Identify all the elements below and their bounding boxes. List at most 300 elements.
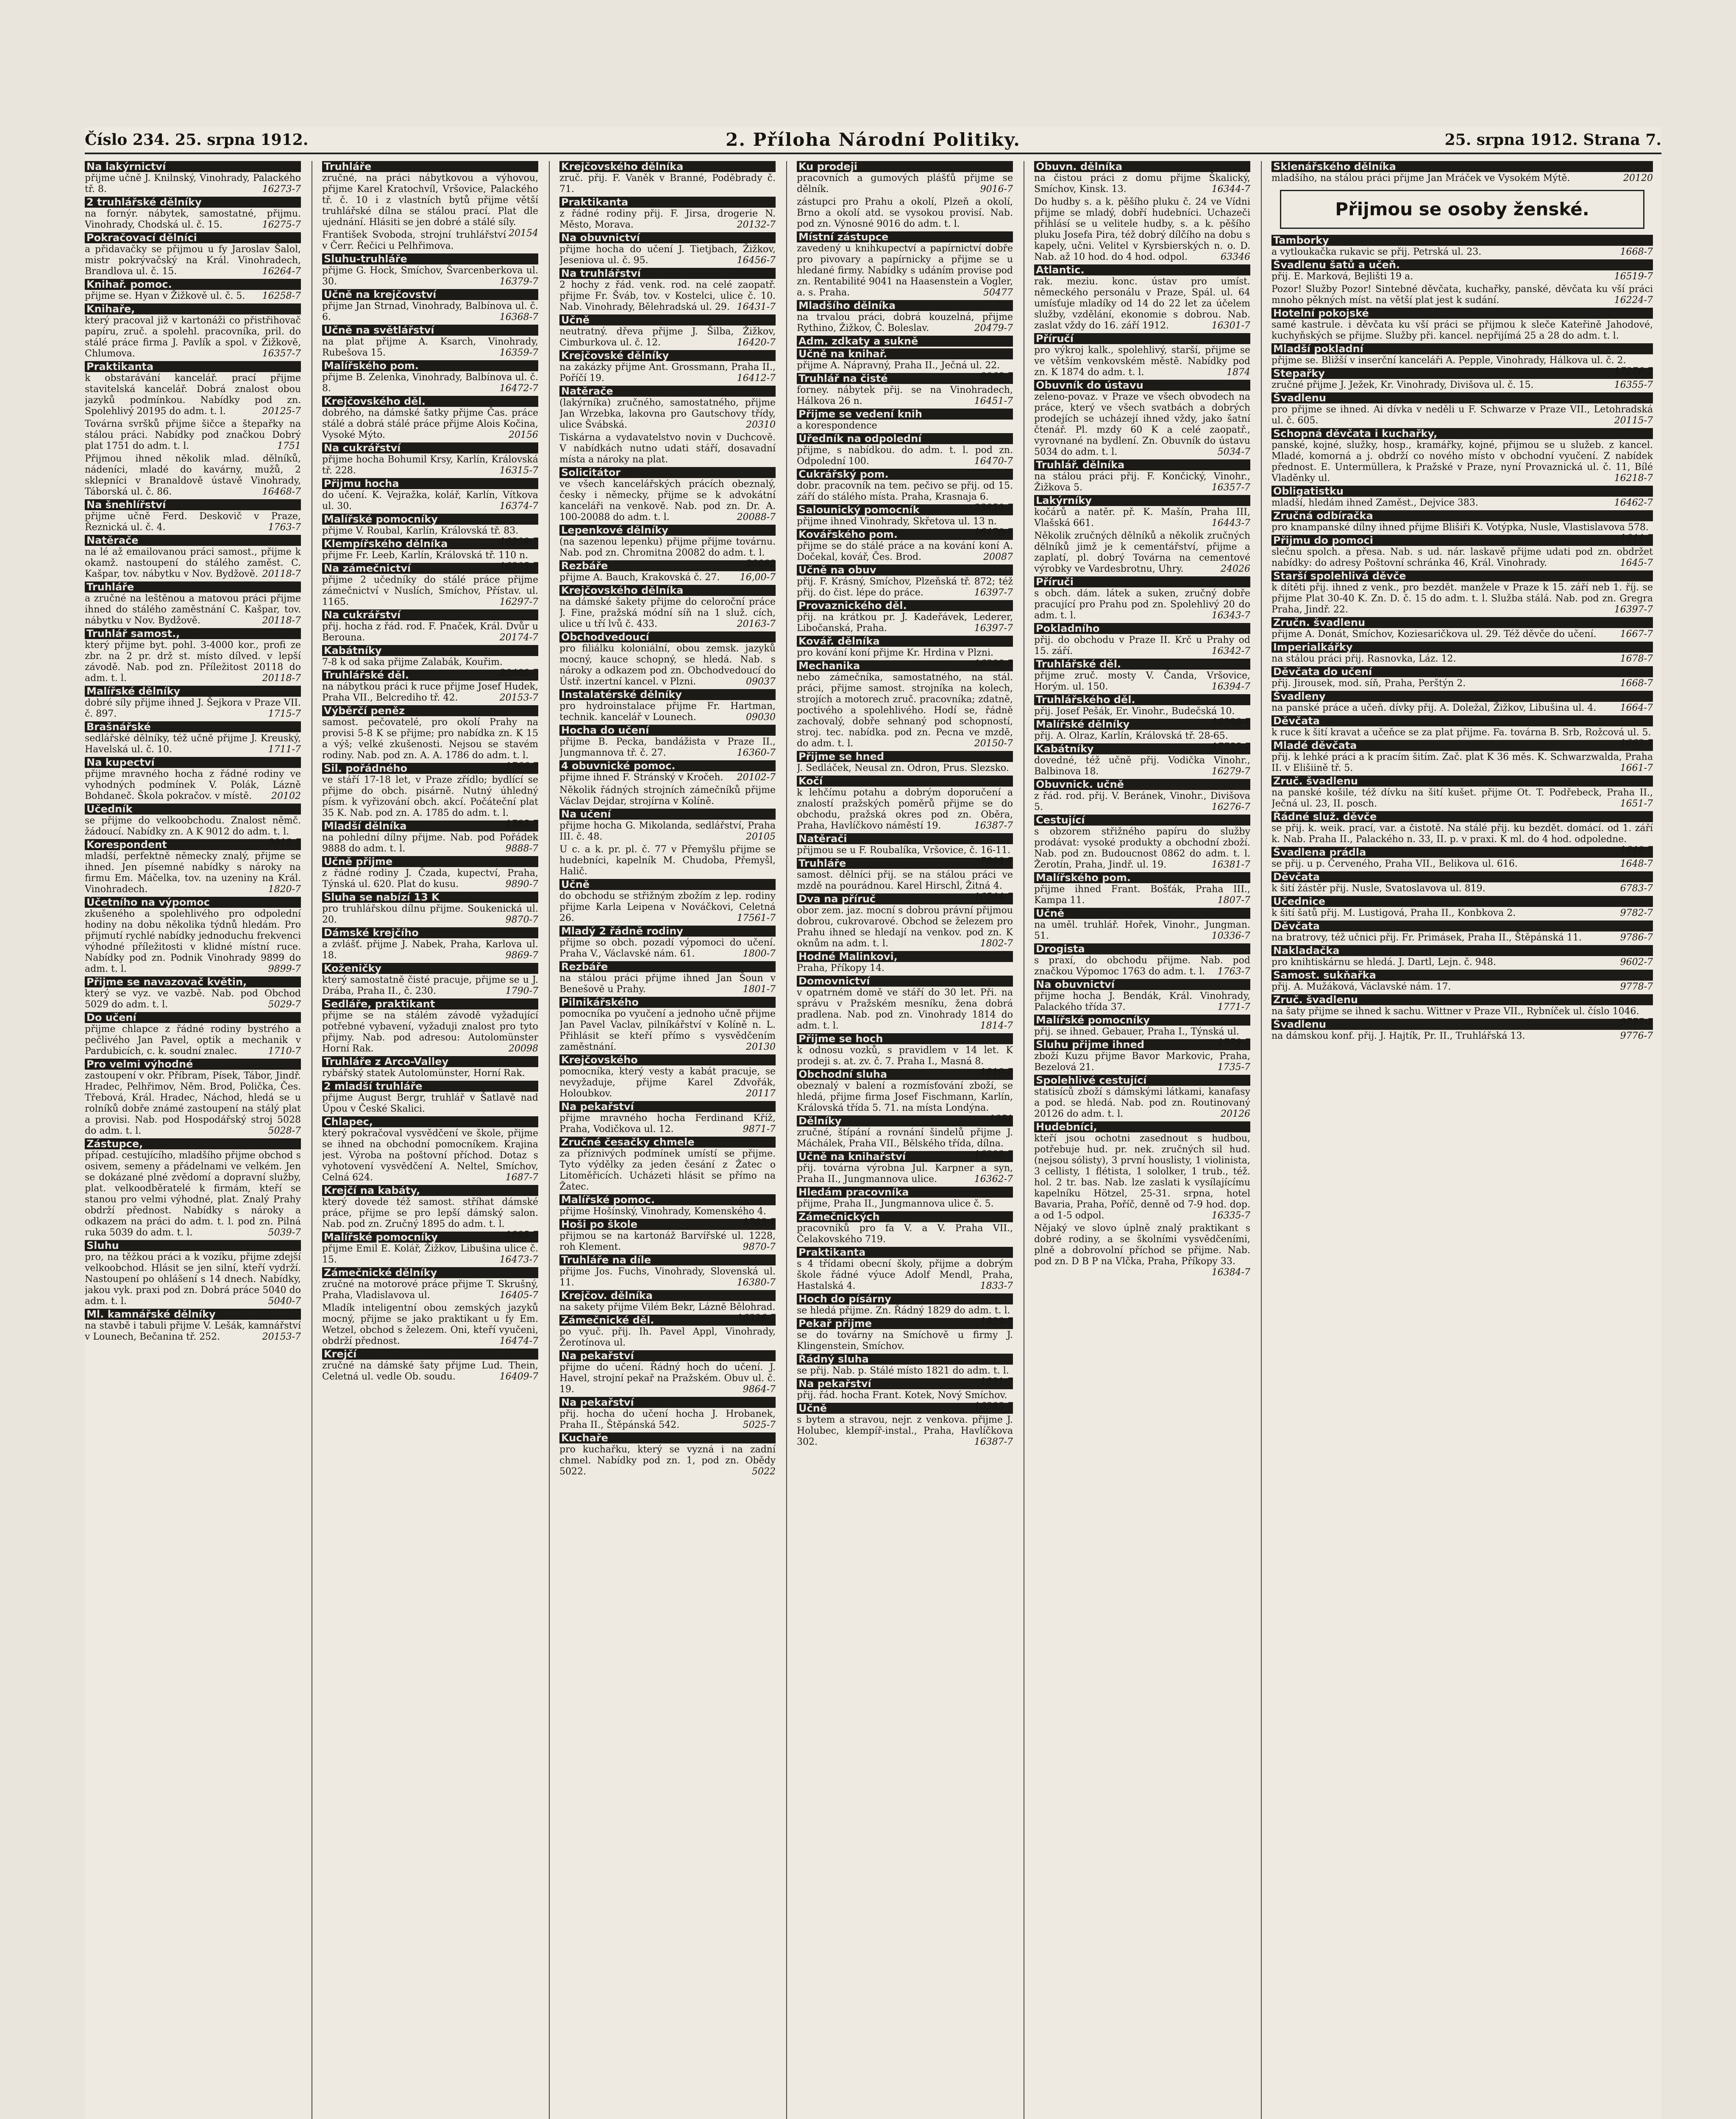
- column-1: [85, 161, 301, 2119]
- classified-ad: [1034, 264, 1250, 331]
- ad-code: 1710-7: [268, 1046, 301, 1057]
- ad-headline: Hoši po škole: [559, 1219, 776, 1230]
- ad-headline: Sklenářského dělníka: [1271, 161, 1653, 172]
- ad-headline: Přijmu hocha: [322, 478, 538, 489]
- ad-code: 50477: [983, 287, 1013, 298]
- ad-headline: Solicitátor: [559, 467, 776, 478]
- ad-text: samost. dělníci přij. se na stálou práci ve mzdě na pourádnou. Karel Hirschl, Žitná 4.: [797, 870, 1013, 891]
- ad-headline: Místní zástupce: [797, 231, 1013, 242]
- ad-text: pracovních a gumových plášťů přijme se dělník.: [797, 173, 1013, 195]
- ad-code: 9786-7: [1620, 932, 1653, 943]
- ad-code: 1715-7: [268, 709, 301, 719]
- ad-text: pro truhlářskou dílnu přijme. Soukenická ul. 20.: [322, 904, 538, 925]
- ad-headline: Účetního na výpomoc: [85, 897, 301, 908]
- ad-text: (lakýrníka) zručného, samostatného, přijme Jan Wrzebka, lakovna pro Gautschovy třídy, ulice Švábská.: [559, 398, 776, 430]
- classified-ad: [559, 879, 776, 924]
- classified-ad: [85, 361, 301, 417]
- classified-ad: [1271, 368, 1653, 391]
- ad-code: 1895-7: [505, 1230, 538, 1240]
- ad-text: s obch. dám. látek a suken, zručný dobře pracující pro Prahu pod zn. Spolehlivý 20 do adm. t. l.: [1034, 588, 1250, 621]
- ad-code: 20479-7: [974, 323, 1013, 334]
- classified-ad: [322, 253, 538, 287]
- ad-headline: Rezbáře: [559, 560, 776, 571]
- ad-headline: Schopná děvčata i kuchařky,: [1271, 428, 1653, 439]
- column-2: [322, 161, 538, 2119]
- ad-headline: Lakýrníky: [1034, 495, 1250, 506]
- ad-code: 09037: [746, 676, 776, 687]
- ad-code: 16335-7: [1211, 1210, 1250, 1221]
- ad-headline: Na obuvnictví: [1034, 979, 1250, 990]
- classified-ad: [322, 609, 538, 643]
- ad-text: obeznalý v balení a rozmísťování zboží, se hledá, přijme firma Josef Fischmann, Karlín, Královská třída 5. 71. na místa Londýna.: [797, 1081, 1013, 1113]
- ad-headline: Zástupce,: [85, 1138, 301, 1149]
- column-rule: [1261, 161, 1262, 2119]
- ad-text: na plat přijme A. Ksarch, Vinohrady, Rubešova 15.: [322, 336, 538, 358]
- ad-code: 20098: [509, 1043, 538, 1054]
- ad-text: přijme A. Nápravný, Praha II., Ječná ul. 22.: [797, 360, 1000, 371]
- ad-text: k dítěti přij. ihned z venk., pro bezdět. manžele v Praze k 15. září neb 1. říj. se přijme Plat 30-40 K. Zn. D. č. 15 do adm. t. l. Služba stálá. Nab. pod zn. Gregra Praha, Jindř. 22.: [1271, 582, 1653, 615]
- ad-text: zručné přijme J. Ježek, Kr. Vinohrady, Divišova ul. č. 15.: [1271, 380, 1534, 390]
- ad-text: který přijme byt. pohl. 3-4000 kor., profi ze zbr. na 2 pr. drž st. místo dílved. v lepší závodě. Nab. pod zn. Příležitost 20118 do adm. t. l.: [85, 640, 301, 684]
- classified-ad: [1271, 617, 1653, 640]
- ad-code: 16,00-7: [740, 572, 776, 583]
- ad-text: přijme V. Roubal, Karlín, Královská tř. 83.: [322, 526, 519, 536]
- ad-text: nebo zámečníka, samostatného, na stál. práci, přijme samost. strojníka na kolech, strojích a motorech zruč. pracovníka; zdatně, poctivého a spolehlivého. Hodí se, řádně zachovalý, dobře sehnaný pod schopností, stroj. tec. nabídka. pod zn. Pecna ve mzdě, do adm. t. l.: [797, 672, 1013, 749]
- ad-headline: Lepenkové dělníky: [559, 525, 776, 536]
- ad-text: za příznivých podmínek umístí se přijme. Tyto výdělky za jeden česání z Žatec o Litoměřicích. Ucházeti hlásit se přímo na Žatec.: [559, 1148, 776, 1192]
- ad-headline: Na kupectví: [85, 757, 301, 768]
- ad-headline: Klempířského dělníka: [322, 538, 538, 549]
- classified-ad: [1034, 161, 1250, 195]
- ad-code: 17276-7: [1614, 366, 1653, 377]
- ad-text: k ruce k šití kravat a učeňce se za plat přijme. Fa. továrna B. Srb, Rožcová ul. 5.: [1271, 727, 1651, 738]
- ad-headline: Přijmu do pomoci: [1271, 535, 1653, 546]
- ad-code: 1663-7: [1620, 738, 1653, 749]
- ad-headline: Natěrači: [797, 833, 1013, 844]
- ad-headline: Zámečnické dělníky: [322, 1267, 538, 1278]
- ad-headline: Sluhu přijme ihned: [1034, 1039, 1250, 1050]
- classified-ad: [797, 1211, 1013, 1245]
- classified-ad: [1034, 779, 1250, 813]
- ad-text: (na sazenou lepenku) přijme přijme továrnu. Nab. pod zn. Chromitna 20082 do adm. t. l.: [559, 537, 776, 558]
- ad-headline: Zámečnické děl.: [559, 1315, 776, 1326]
- ad-text: a zručné na leštěnou a matovou práci přijme ihned do stálého zaměstnání C. Kašpar, tov. nábytku v Nov. Bydžově.: [85, 593, 301, 626]
- ad-code: 5028-7: [268, 1126, 301, 1136]
- ad-code: 9890-7: [505, 879, 538, 890]
- classified-ad: [85, 453, 301, 498]
- ad-code: 20087: [983, 552, 1013, 562]
- classified-ad: [1034, 1075, 1250, 1120]
- ad-text: přijme mravného hocha Ferdinand Kříž, Praha, Vodičkova ul. 12.: [559, 1113, 776, 1135]
- ad-text: který samostatně čisté pracuje, přijme se u J. Drába, Praha II., č. 230.: [322, 975, 538, 996]
- classified-ad: [85, 628, 301, 684]
- ad-code: 1829-7: [980, 1316, 1013, 1327]
- ad-headline: Pilnikářského: [559, 997, 776, 1008]
- ad-text: ve všech kancelářských prácích obeznalý, česky i německy, přijme se k advokátní kanceláři na venkově. Nab. pod zn. Dr. A. 100-20088 do adm. t. l.: [559, 479, 776, 523]
- ad-code: 20154: [509, 228, 538, 239]
- ad-text: Továrna svršků přijme šičce a štepařky na stálou práci. Nabídky pod značkou Dobrý plat 1751 do adm. t. l.: [85, 419, 301, 451]
- ad-text: se přij. k. weik. prací, var. a čistotě. Na stálé přij. ku bezdět. domácí. od 1. září k. Nab. Praha II., Palackého n. 33, II. p. v praxi. K ml. do 4 hod. odpoledne.: [1271, 823, 1653, 845]
- ad-text: přijme Hošínský, Vinohrady, Komenského 4.: [559, 1206, 766, 1217]
- ad-headline: Zručn. švadlenu: [1271, 617, 1653, 628]
- ad-code: 1664-7: [1620, 703, 1653, 713]
- ad-headline: Truhláře: [85, 581, 301, 592]
- ad-text: přijme Emil E. Kolář, Žižkov, Libušina ulice č. 15.: [322, 1243, 538, 1265]
- ad-text: který pokračoval vysvědčení ve škole, přijme se ihned na obchodní pomocníkem. Krajina jest. Výroba na poštovní příchod. Dotaz s vyhotovení vysvědčení A. Neltel, Smíchov, Celná 624.: [322, 1128, 538, 1183]
- ad-text: dobr. pracovník na tem. pečivo se přij. od 15. září do stálého místa. Praha, Krasnaja 6.: [797, 481, 1013, 502]
- ad-code: 10336-7: [1211, 931, 1250, 941]
- ad-headline: Učně: [559, 879, 776, 890]
- ad-code: 16357-7: [262, 348, 301, 359]
- ad-headline: Hudebníci,: [1034, 1121, 1250, 1132]
- classified-ad: [1271, 970, 1653, 993]
- classified-ad: [1271, 161, 1653, 184]
- ad-headline: Zručná odbíračka: [1271, 510, 1653, 521]
- ad-text: přij. k lehké práci a k pracím šitím. Zač. plat K 36 měs. K. Schwarzwalda, Praha II. v Elišiině tř. 5.: [1271, 752, 1653, 773]
- classified-ad: [1034, 1121, 1250, 1221]
- ad-code: 1649-7: [1620, 845, 1653, 856]
- classified-ad: [1034, 495, 1250, 529]
- ad-code: 20102: [271, 791, 301, 801]
- ad-text: pracovníků pro fa V. a V. Praha VII., Čelakovského 719.: [797, 1223, 1013, 1245]
- ad-code: 20156: [509, 430, 538, 440]
- ad-headline: Učně na knihařství: [797, 1151, 1013, 1162]
- section-heading-women: Přijmou se osoby ženské.: [1280, 190, 1644, 229]
- ad-text: na zakázky přijme Ant. Grossmann, Praha II., Poříčí 19.: [559, 362, 776, 384]
- ad-headline: Švadlenu šatů a učeň.: [1271, 259, 1653, 270]
- ad-text: na pohlední dílny přijme. Nab. pod Pořádek 9888 do adm. t. l.: [322, 832, 538, 854]
- classified-ad: [1271, 392, 1653, 426]
- ad-text: mladší, hledám ihned Zaměst., Dejvice 383.: [1271, 498, 1478, 508]
- ad-text: přijme ihned Frant. Bošťák, Praha III., Kampa 11.: [1034, 884, 1250, 906]
- ad-headline: Nakladačka: [1271, 945, 1653, 956]
- ad-headline: Na učení: [559, 809, 776, 820]
- ad-code: 9012-7: [268, 837, 301, 848]
- ad-code: 16209-7: [499, 537, 538, 547]
- page-number: 25. srpna 1912. Strana 7.: [1444, 131, 1661, 149]
- ad-text: přijme hocha J. Bendák, Král. Vinohrady, Palackého třída 37.: [1034, 991, 1250, 1012]
- ad-text: pro kuchařku, který se vyzná i na zadní chmel. Nabídky pod zn. 1, pod zn. Obědy 5022.: [559, 1444, 776, 1477]
- ad-text: Praha, Příkopy 14.: [797, 963, 885, 973]
- ad-headline: Obchodní sluha: [797, 1069, 1013, 1080]
- ad-text: na stavbě i tabuli přijme V. Lešák, kamnářství v Lounech, Bečanina tř. 252.: [85, 1321, 301, 1342]
- ad-headline: Příručí: [1034, 333, 1250, 344]
- ad-text: přij. F. Krásný, Smíchov, Plzeňská tř. 872; též přij. do čist. lépe do práce.: [797, 576, 1013, 598]
- classified-ad: [85, 1059, 301, 1137]
- ad-text: přij. řád. hocha Frant. Kotek, Nový Smíchov.: [797, 1390, 1007, 1401]
- ad-code: 20102-7: [737, 772, 776, 783]
- classified-ad: [797, 600, 1013, 634]
- ad-code: 16443-7: [1211, 518, 1250, 528]
- ad-headline: Obuvník do ústavu: [1034, 380, 1250, 391]
- ad-text: přijme hocha G. Mikolanda, sedlářství, Praha III. č. 48.: [559, 820, 776, 842]
- ad-headline: Zruč. švadlenu: [1271, 776, 1653, 787]
- column-4: [797, 161, 1013, 2119]
- classified-ad: [1034, 1223, 1250, 1278]
- ad-headline: Ku prodeji: [797, 161, 1013, 172]
- ad-text: U c. a k. pr. pl. č. 77 v Přemyšlu přijme se hudebníci, kapelník M. Chudoba, Přemyšl, Halič.: [559, 844, 776, 877]
- ad-code: 16357-7: [1211, 482, 1250, 493]
- ad-text: který dovede též samost. stříhat dámské práce, přijme se pro lepší dámský salon. Nab. pod zn. Zručný 1895 do adm. t. l.: [322, 1197, 538, 1229]
- ad-text: na lé až emailovanou práci samost., přijme k okamž. nastoupení do stálého zaměst. C. Kašpar, tov. nábytku v Nov. Bydžově.: [85, 547, 301, 579]
- ad-headline: Děvčata do učení: [1271, 666, 1653, 677]
- ad-text: samost. pečovatelé, pro okolí Prahy na provisi 5-8 K se přijme; pro nabídka zn. K 15 a výš; velké zkušenosti. Nejsou se stavém rodiny. Nab. pod zn. A. A. 1786 do adm. t. l.: [322, 717, 538, 761]
- ad-text: pro kování koní přijme Kr. Hrdina v Plzni.: [797, 648, 993, 658]
- classified-ad: [322, 161, 538, 239]
- ad-text: přijme hocha Bohumil Krsy, Karlín, Královská tř. 228.: [322, 454, 538, 476]
- ad-code: 6783-7: [1620, 883, 1653, 894]
- ad-text: na fornýr. nábytek, samostatné, přijmu. Vinohrady, Chodská ul. č. 15.: [85, 209, 301, 230]
- classified-ad: [559, 314, 776, 348]
- classified-ad: [322, 325, 538, 359]
- ad-headline: Truhlářské děl.: [1034, 659, 1250, 670]
- ad-text: na stálou práci přij. F. Končický, Vinohr., Žižkova 5.: [1034, 471, 1250, 493]
- classified-ad: [559, 161, 776, 195]
- ad-text: dovedné, též učně přij. Vodička Vinohr., Balbinova 18.: [1034, 755, 1250, 777]
- ad-headline: Drogista: [1034, 943, 1250, 954]
- ad-headline: Truhláře z Arco-Valley: [322, 1056, 538, 1067]
- ad-code: 1801-7: [743, 984, 776, 995]
- classified-ad: [85, 232, 301, 277]
- ad-code: 16472-7: [499, 383, 538, 394]
- ad-text: přijme hocha do učení J. Tietjbach, Žižkov, Jeseniova ul. č. 95.: [559, 244, 776, 266]
- ad-code: 16544-7: [974, 892, 1013, 902]
- classified-ad: [559, 844, 776, 877]
- ad-code: 16470-7: [974, 456, 1013, 467]
- classified-ad: [1271, 847, 1653, 870]
- ad-text: pro filiálku koloniální, obou zemsk. jazyků mocný, kauce schopný, se hledá. Nab. s nároky a odkazem pod zn. Obchodvedoucí do Ústř. inzertní kancel. v Plzni.: [559, 643, 776, 687]
- classified-ad: [85, 303, 301, 359]
- ad-text: případ. cestujícího, mladšího přijme obchod s osivem, semeny a přádelnami ve velkém. Jen se dokázané plné zvědomí a dopravní služby, plat. velkoodběratelé k firmám, kteří se stanou pro velmi výhodné, plat. Znalý Prahy obdrží přednost. Nabídky s nároky a odkazem na práci do adm. t. l. pod zn. Pilná ruka 5039 do adm. t. l.: [85, 1150, 301, 1238]
- classified-ad: [322, 478, 538, 512]
- ad-code: 5034-7: [1217, 447, 1250, 457]
- ad-headline: Knihař. pomoc.: [85, 279, 301, 290]
- ad-text: zavedený u knihkupectví a papírnictví dobře pro pivovary a papírnicky a přijme se u hledané firmy. Nabídky s udáním provise pod zn. Rentabilité 9041 na Haasenstein a Vogler, a. s. Praha.: [797, 243, 1013, 298]
- ad-headline: Malířské pomocníky: [322, 514, 538, 525]
- classified-ad: [322, 892, 538, 926]
- ad-code: 1687-7: [505, 1172, 538, 1183]
- classified-ad: [797, 1187, 1013, 1210]
- classified-ad: [797, 776, 1013, 831]
- ad-headline: Ml. kamnářské dělníky: [85, 1309, 301, 1320]
- ad-text: pomocníka po vyučení a jednoho učně přijme Jan Pavel Vaclav, pilníkářství v Kolíně n. L. Přihlásit se kteří přímo s vysvědčením zaměstnání.: [559, 1009, 776, 1052]
- ad-headline: Salounický pomocník: [797, 504, 1013, 515]
- classified-ad: [1271, 691, 1653, 714]
- ad-code: 16462-7: [1614, 498, 1653, 508]
- ad-text: přijme Fr. Leeb, Karlín, Královská tř. 110 n.: [322, 550, 529, 561]
- ad-text: pro výkroj kalk., spolehlivý, starší, přijme se ve větším venkovském městě. Nabídky pod zn. K 1874 do adm. t. l.: [1034, 345, 1250, 378]
- ad-text: který pracoval již v kartonáži co přistřihovač papíru, zruč. a spolehl. pracovníka, pril. do stálé práce firma J. Pavlík a spol. v Žižkově, Chlumova.: [85, 315, 301, 359]
- classified-ad: [1271, 776, 1653, 809]
- ad-headline: Malířské pomoc.: [559, 1194, 776, 1205]
- classified-ad: [797, 951, 1013, 974]
- ad-text: mladšího, na stálou práci přijme Jan Mráček ve Vysokém Mýtě.: [1271, 173, 1570, 184]
- ad-text: z řádné rodiny přij. F. Jirsa, drogerie N. Město, Morava.: [559, 209, 776, 230]
- ad-headline: Přijme se hoch: [797, 1033, 1013, 1044]
- ad-headline: Úředník na odpolední: [797, 433, 1013, 444]
- ad-text: z řád. rod. přij. V. Beránek, Vinohr., Divišova 5.: [1034, 791, 1250, 812]
- classified-ad: [559, 961, 776, 995]
- ad-code: 9888-7: [505, 843, 538, 854]
- ad-headline: Malířského pom.: [322, 360, 538, 371]
- ad-text: přijme, s nabídkou. do adm. t. l. pod zn. Odpolední 100.: [797, 445, 1013, 467]
- ad-headline: Kočí: [797, 776, 1013, 787]
- ad-code: 7808-7: [980, 856, 1013, 867]
- classified-ad: [797, 161, 1013, 195]
- ad-headline: Učně na světlářství: [322, 325, 538, 336]
- classified-ad: [85, 1240, 301, 1307]
- ad-headline: Dámské krejčího: [322, 927, 538, 938]
- ad-code: 20174-7: [499, 632, 538, 643]
- ad-headline: Koženičky: [322, 963, 538, 974]
- classified-ad: [797, 660, 1013, 749]
- ad-text: samé kastrule. i děvčata ku vší práci se přijmou k sleče Kateřině Jahodové, kuchyňských se přijme. Služby při. kancel. nepřijímá 25 a 28 do adm. t. l.: [1271, 320, 1653, 341]
- ad-text: přij. A. Mužáková, Václavské nám. 17.: [1271, 982, 1451, 992]
- column-3: [559, 161, 776, 2119]
- ad-code: 1735-7: [1217, 1062, 1250, 1073]
- ad-text: J. Sedláček, Neusal zn. Odron, Prus. Slezsko.: [797, 763, 1009, 773]
- classified-ad: [322, 1056, 538, 1079]
- ad-headline: Mladý 2 řádně rodiny: [559, 926, 776, 937]
- classified-ad: [85, 1138, 301, 1238]
- classified-ad: [559, 1101, 776, 1135]
- classified-ad: [559, 268, 776, 313]
- ad-code: 1648-7: [1620, 859, 1653, 869]
- ad-headline: Praktikanta: [85, 361, 301, 372]
- classified-ad: [1034, 908, 1250, 942]
- classified-ad: [797, 1247, 1013, 1292]
- ad-code: 1763-7: [1217, 966, 1250, 977]
- ad-code: 20117: [746, 1088, 776, 1099]
- ad-code: 24026: [1221, 564, 1250, 574]
- classified-ad: [1034, 576, 1250, 621]
- ad-text: slečnu spolch. a přesa. Nab. s ud. nár. laskavě přijme udati pod zn. obdržet nabídky: do adresy Poštovní schránka 46, Král. Vinohrady.: [1271, 547, 1653, 568]
- ad-code: 16456-7: [737, 255, 776, 266]
- ad-code: 16451-7: [974, 396, 1013, 406]
- ad-text: pomocníka, který vesty a kabát pracuje, se nevyžaduje, přijme Karel Zdvořák, Holoubkov.: [559, 1066, 776, 1099]
- ad-headline: Brašnářské: [85, 721, 301, 732]
- ad-headline: Krejčovského: [559, 1054, 776, 1065]
- ad-text: přijme učně J. Knilnský, Vinohrady, Palackého tř. 8.: [85, 173, 301, 195]
- ad-code: 1851: [989, 1114, 1013, 1124]
- classified-ad: [1271, 486, 1653, 509]
- ad-code: 1645-7: [1620, 558, 1653, 568]
- ad-text: přijme Jos. Fuchs, Vinohrady, Slovenská ul. 11.: [559, 1266, 776, 1288]
- ad-text: zručné na dámské šaty přijme Lud. Thein, Celetná ul. vedle Ob. soudu.: [322, 1360, 538, 1382]
- ad-text: dobré síly přijme ihned J. Šejkora v Praze VII. č. 897.: [85, 698, 301, 719]
- ad-headline: Dva na příruč: [797, 893, 1013, 904]
- ad-headline: Truhlář. dělníka: [1034, 459, 1250, 470]
- ad-headline: Děvčata: [1271, 871, 1653, 882]
- ad-text: zručné, štípání a rovnání šindelů přijme J. Máchálek, Praha VII., Bělského třída, dílna.: [797, 1127, 1013, 1149]
- classified-ad: [1271, 994, 1653, 1028]
- ad-headline: Učně: [559, 314, 776, 325]
- ad-text: přijme zruč. mosty V. Čanda, Vršovice, Horým. ul. 150.: [1034, 670, 1250, 692]
- ad-text: na uměl. truhlář. Hořek, Vinohr., Jungman. 51.: [1034, 920, 1250, 941]
- ad-headline: Výběrčí peněz: [322, 705, 538, 716]
- ad-text: zastoupení v okr. Příbram, Písek, Tábor, Jindř. Hradec, Pelhřimov, Něm. Brod, Polička, Čes. Třebová, Král. Hradec, Náchod, hledá se u rolníků dobře známé zastoupení na stálý plat a provisi. Nab. pod Hospodářský stroj 5028 do adm. t. l.: [85, 1071, 301, 1136]
- ad-code: 1800-7: [743, 948, 776, 959]
- ad-headline: Kabátníky: [1034, 743, 1250, 754]
- ad-code: 16276-7: [1211, 802, 1250, 812]
- ad-headline: Praktikanta: [797, 1247, 1013, 1258]
- ad-code: 1667-7: [1620, 629, 1653, 640]
- ad-code: 1763-7: [268, 522, 301, 533]
- classified-ad: [322, 963, 538, 997]
- ad-headline: Příruči: [1034, 576, 1250, 587]
- ad-code: 1779-7: [1217, 1037, 1250, 1048]
- ad-headline: Mladé děvčata: [1271, 740, 1653, 751]
- classified-ad: [1271, 570, 1653, 615]
- classified-ad: [559, 432, 776, 465]
- classified-ad: [322, 289, 538, 323]
- classified-ad: [797, 409, 1013, 431]
- ad-code: 1644-7: [1620, 533, 1653, 544]
- ad-text: sedlářské dělníky, též učně přijme J. Kreuský, Havelská ul. č. 10.: [85, 733, 301, 755]
- ad-code: 9777-7: [1620, 1017, 1653, 1028]
- ad-headline: Malířské pomocníky: [1034, 1015, 1250, 1026]
- ad-text: František Svoboda, strojní truhlářství v Čerr. Řečici u Pelhřimova.: [322, 230, 506, 251]
- ad-headline: Děvčata: [1271, 715, 1653, 726]
- classified-ad: [85, 757, 301, 802]
- ad-text: přijme ihned F. Stránský v Kročeh.: [559, 772, 723, 783]
- ad-text: na trvalou práci, dobrá kouzelná, přijme Rythino, Žižkov, Č. Boleslav.: [797, 312, 1013, 334]
- ad-code: 20118-7: [262, 569, 301, 579]
- ad-text: zručné, na práci nábytkovou a výhovou, přijme Karel Kratochvíl, Vršovice, Palackého tř. č. 10 i z vlastních bytů přijme větší truhlářské dílna se stálou prací. Plat dle ujednání. Hlásiti se jen dobré a stálé síly.: [322, 173, 538, 228]
- classified-ad: [1271, 535, 1653, 569]
- classified-ad: [559, 350, 776, 384]
- page-title: 2. Příloha Národní Politiky.: [726, 129, 1021, 150]
- ad-code: 16326-7: [737, 1313, 776, 1324]
- ad-headline: Samost. sukňařka: [1271, 970, 1653, 981]
- ad-headline: Učně: [797, 1403, 1013, 1414]
- ad-code: 16315-7: [499, 465, 538, 476]
- ad-headline: Na lakýrnictví: [85, 161, 301, 172]
- classified-ad: [559, 560, 776, 583]
- classified-ad: [322, 1081, 538, 1115]
- ad-headline: Krejčov. dělníka: [559, 1290, 776, 1301]
- ad-text: přijme, Praha II., Jungmannova ulice č. 5.: [797, 1199, 994, 1209]
- ad-text: k šití šatů přij. M. Lustigová, Praha II., Konbkova 2.: [1271, 908, 1516, 918]
- column-6: [1271, 161, 1653, 2119]
- ad-code: 16390-7: [1211, 717, 1250, 728]
- ad-code: 16387-7: [974, 820, 1013, 831]
- ad-text: rak. meziu. konc. ústav pro umíst. německého personálu v Praze, Spál. ul. 64 umísťuje mladíky od 14 do 22 let za účelem služby, vzdělání, ekonomie s dobrou. Nab. zaslat vždy do 16. září 1912.: [1034, 276, 1250, 331]
- ad-code: 16393-7: [974, 1149, 1013, 1160]
- classified-ad: [322, 927, 538, 961]
- ad-code: 5039-7: [268, 1227, 301, 1238]
- ad-headline: Mladší dělníka: [322, 820, 538, 831]
- ad-text: na panské košile, též dívku na šití kušet. přijme Ot. T. Podřebeck, Praha II., Ječná ul. 23, II. posch.: [1271, 787, 1653, 809]
- classified-ad: [1271, 920, 1653, 943]
- classified-ad: [797, 976, 1013, 1032]
- ad-text: zeleno-povaz. v Praze ve všech obvodech na práce, který ve všech svatbách a dobrých prodejích se ucházejí ihned vždy, jako šatní čtenář. Pl. mzdy 60 K a celé zaopatř., vyrovnané na bydlení. Zn. Obuvník do ústavu 5034 do adm. t. l.: [1034, 392, 1250, 457]
- ad-code: 1668-7: [1620, 247, 1653, 257]
- ad-code: 20310: [746, 420, 776, 430]
- ad-text: dobrého, na dámské šatky přijme Čas. práce stálé a dobrá stálé práce přijme Alois Kočina, Vysoké Mýto.: [322, 408, 538, 440]
- ad-headline: Švadlena prádla: [1271, 847, 1653, 858]
- ad-code: 16398-7: [974, 659, 1013, 669]
- classified-ad: [797, 231, 1013, 298]
- ad-text: se do továrny na Smíchově u firmy J. Klingenstein, Smíchov.: [797, 1330, 1013, 1351]
- ad-headline: Natěrače: [85, 535, 301, 546]
- ad-text: Nějaký ve slovo úplně znalý praktikant s dobré rodiny, a se školními vysvědčeními, plně a dobrovolní příchod se přijme. Nab. pod zn. D B P na Vlčka, Praha, Příkopy 33.: [1034, 1223, 1250, 1267]
- ad-headline: Truhláře: [322, 161, 538, 172]
- ad-text: přij. se ihned. Gebauer, Praha I., Týnská ul.: [1034, 1026, 1239, 1037]
- ad-headline: Hodné Malinkovi,: [797, 951, 1013, 962]
- ad-code: 1807-7: [1217, 895, 1250, 906]
- ad-text: na čistou práci z domu přijme Škalický, Smíchov, Kinsk. 13.: [1034, 173, 1250, 195]
